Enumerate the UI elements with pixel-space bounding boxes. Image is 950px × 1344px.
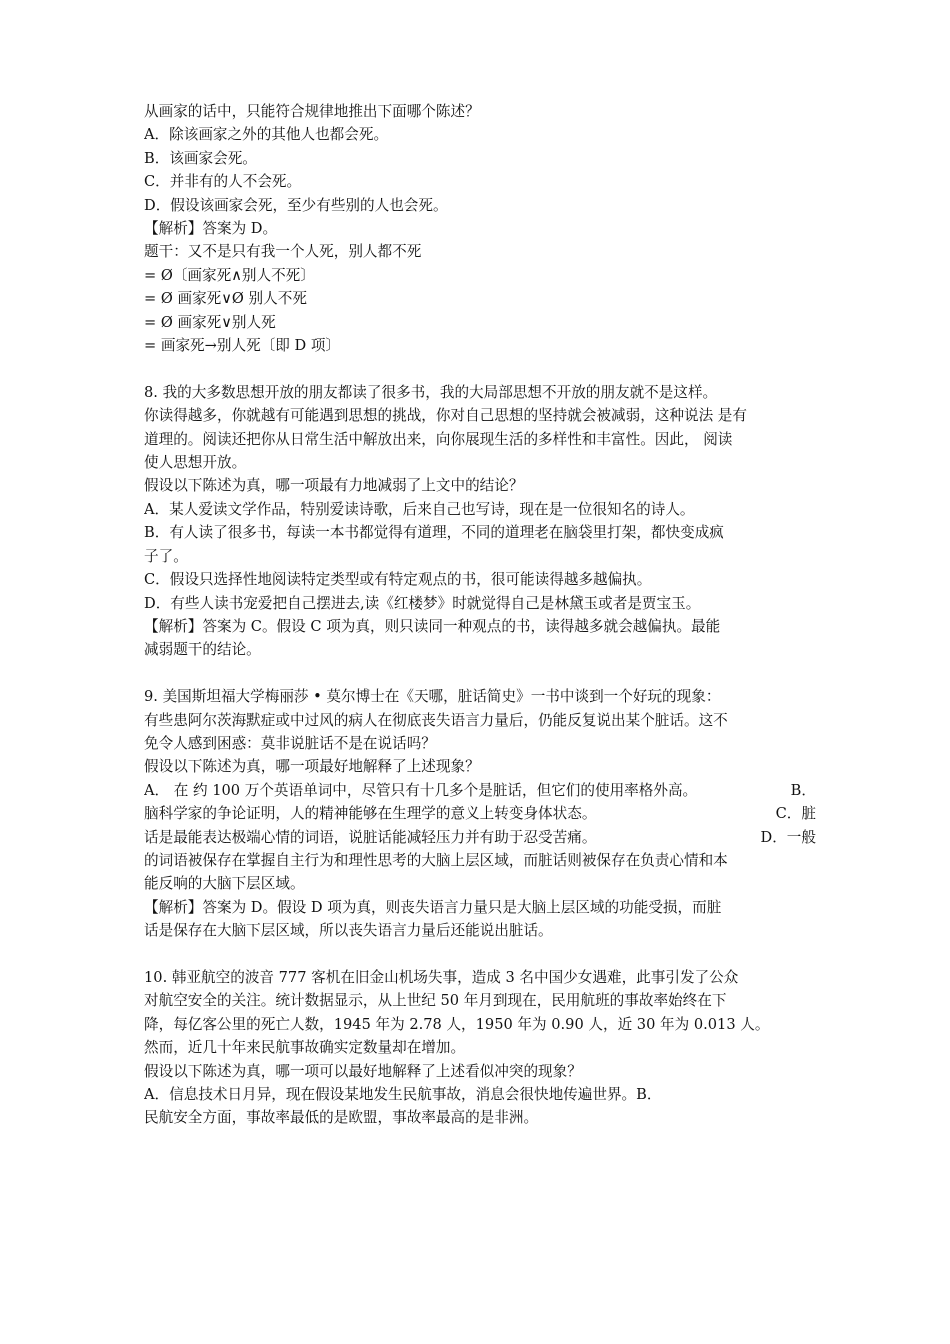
q8-option-b-cont: 子了。 [144,547,188,565]
q10-stem-line: 降，每亿客公里的死亡人数，1945 年为 2.78 人，1950 年为 0.90 人，近 30 年为 0.013 人。 [144,1015,770,1033]
q10-question: 假设以下陈述为真，哪一项可以最好地解释了上述看似冲突的现象？ [144,1062,582,1080]
q8-analysis-line: 减弱题干的结论。 [144,641,261,659]
q10-option-a: A．信息技术日月异，现在假设某地发生民航事故，消息会很快地传遍世界。B． [144,1086,662,1104]
q8-stem-line: 道理的。阅读还把你从日常生活中解放出来，向你展现生活的多样性和丰富性。因此， 阅读 [144,430,733,448]
q7-question: 从画家的话中，只能符合规律地推出下面哪个陈述？ [144,103,480,120]
q9-analysis-line: 话是保存在大脑下层区域，所以丧失语言力量后还能说出脏话。 [144,922,553,940]
q9-option-c-label: C．脏 [775,805,816,823]
q10-option-b: 民航安全方面，事故率最低的是欧盟，事故率最高的是非洲。 [144,1109,539,1127]
q9-stem-line: 有些患阿尔茨海默症或中过风的病人在彻底丧失语言力量后，仍能反复说出某个脏话。这不 [144,711,728,729]
q8-question: 假设以下陈述为真，哪一项最有力地减弱了上文中的结论？ [144,477,524,495]
q10-stem-line: 10. 韩亚航空的波音 777 客机在旧金山机场失事，造成 3 名中国少女遇难，此事引发了公众 [144,968,739,986]
q7-analysis-line: = 画家死→别人死〔即 D 项〕 [144,337,341,355]
q7-analysis-line: = Ø〔画家死∧别人不死〕 [144,266,315,284]
q9-option-d: 的词语被保存在掌握自主行为和理性思考的大脑上层区域，而脏话则被保存在负责心情和本 [144,851,728,869]
q9-option-a: A． 在 约 100 万个英语单词中，尽管只有十几多个是脏话，但它们的使用率格外高。 [144,781,698,799]
q8-stem-line: 使人思想开放。 [144,454,247,472]
q10-stem-line: 对航空安全的关注。统计数据显示，从上世纪 50 年月到现在，民用航班的事故率始终在下 [144,992,727,1010]
q7-analysis-line: = Ø 画家死∨别人死 [144,313,276,331]
document-page [144,100,816,1130]
q9-option-b-label: B． [790,781,816,799]
q8-analysis-line: 【解析】答案为 C。假设 C 项为真，则只读同一种观点的书，读得越多就会越偏执。最能 [144,617,721,635]
q8-option-d: D．有些人读书宠爱把自己摆进去,读《红楼梦》时就觉得自己是林黛玉或者是贾宝玉。 [144,594,701,612]
q9-options-line [144,779,816,802]
q7-option-d: D．假设该画家会死，至少有些别的人也会死。 [144,196,448,214]
q9-question: 假设以下陈述为真，哪一项最好地解释了上述现象？ [144,758,480,776]
q8-option-b: B．有人读了很多书，每读一本书都觉得有道理，不同的道理老在脑袋里打架，都快变成疯 [144,524,724,542]
q8-stem-line: 8. 我的大多数思想开放的朋友都读了很多书，我的大局部思想不开放的朋友就不是这样。 [144,383,718,401]
q7-analysis-answer: 【解析】答案为 D。 [144,220,278,238]
q9-stem-line: 免令人感到困惑：莫非说脏话不是在说话吗？ [144,734,436,752]
q9-option-b: 脑科学家的争论证明，人的精神能够在生理学的意义上转变身体状态。 [144,805,597,823]
q8-option-a: A．某人爱读文学作品，特别爱读诗歌，后来自己也写诗，现在是一位很知名的诗人。 [144,500,695,518]
section-gap [144,357,816,380]
q9-option-d-cont: 能反响的大脑下层区域。 [144,875,305,893]
q8-option-c: C．假设只选择性地阅读特定类型或有特定观点的书，很可能读得越多越偏执。 [144,571,652,589]
q9-stem-line: 9. 美国斯坦福大学梅丽莎 • 莫尔博士在《天哪，脏话简史》一书中谈到一个好玩的现象： [144,688,721,706]
q7-analysis-line: = Ø 画家死∨Ø 别人不死 [144,290,307,308]
q8-stem-line: 你读得越多，你就越有可能遇到思想的挑战，你对自己思想的坚持就会被减弱，这种说法 是有 [144,407,747,425]
q9-analysis-line: 【解析】答案为 D。假设 D 项为真，则丧失语言力量只是大脑上层区域的功能受损，而脏 [144,898,722,916]
q10-stem-line: 然而，近几十年来民航事故确实定数量却在增加。 [144,1039,466,1057]
q7-analysis-line: 题干：又不是只有我一个人死，别人都不死 [144,243,422,261]
q7-option-a: A．除该画家之外的其他人也都会死。 [144,126,389,144]
section-gap [144,662,816,685]
q7-option-c: C．并非有的人不会死。 [144,173,302,191]
q7-option-b: B．该画家会死。 [144,149,257,167]
q9-option-c: 话是最能表达极端心情的词语，说脏话能减轻压力并有助于忍受苦痛。 [144,828,597,846]
q9-options-line [144,802,816,825]
section-gap [144,943,816,966]
q9-options-line [144,826,816,849]
q9-option-d-label: D．一般 [760,828,816,846]
